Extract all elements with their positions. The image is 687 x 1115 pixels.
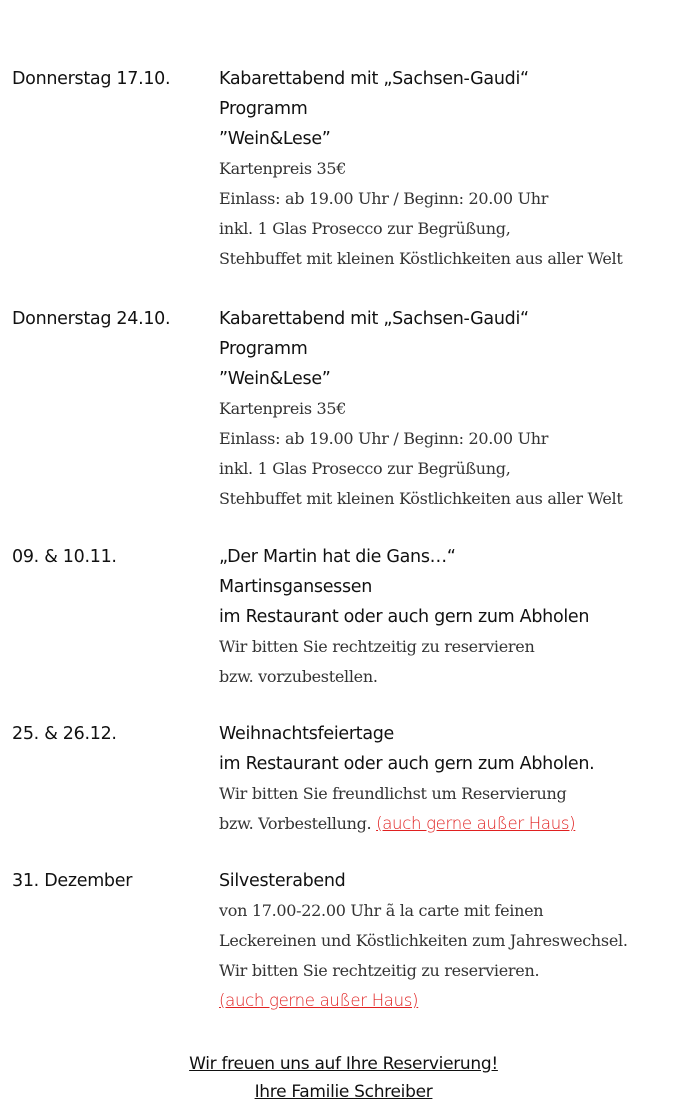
closing-message — [0, 1050, 687, 1106]
signature: Ihre Familie Schreiber — [254, 1082, 433, 1102]
event-line: von 17.00-22.00 Uhr ã la carte mit feinen — [219, 901, 544, 920]
event-date: Donnerstag 17.10. — [12, 69, 171, 89]
event-date: Donnerstag 24.10. — [12, 309, 171, 329]
event-description — [219, 304, 679, 514]
event-price: Kartenpreis 35€ — [219, 159, 347, 178]
event-line — [219, 809, 679, 839]
event-line: ”Wein&Lese” — [219, 129, 331, 149]
event-line: Programm — [219, 99, 308, 119]
event-line: Leckereinen und Köstlichkeiten zum Jahreswechsel. — [219, 931, 628, 950]
event-line: im Restaurant oder auch gern zum Abholen — [219, 607, 590, 627]
event-title: Weihnachtsfeiertage — [219, 724, 395, 744]
event-line-text: bzw. Vorbestellung. — [219, 814, 377, 833]
event-line: Wir bitten Sie rechtzeitig zu reservieren. — [219, 961, 540, 980]
event-date: 31. Dezember — [12, 871, 133, 891]
event-line: inkl. 1 Glas Prosecco zur Begrüßung, — [219, 219, 511, 238]
event-description — [219, 542, 679, 692]
event-times: Einlass: ab 19.00 Uhr / Beginn: 20.00 Uhr — [219, 429, 549, 448]
event-line — [219, 986, 679, 1016]
event-line: inkl. 1 Glas Prosecco zur Begrüßung, — [219, 459, 511, 478]
event-date: 25. & 26.12. — [12, 724, 117, 744]
event-description — [219, 719, 679, 839]
event-date: 09. & 10.11. — [12, 547, 117, 567]
event-price: Kartenpreis 35€ — [219, 399, 347, 418]
event-line: bzw. vorzubestellen. — [219, 667, 378, 686]
event-line: Stehbuffet mit kleinen Köstlichkeiten aus aller Welt — [219, 489, 623, 508]
event-description — [219, 64, 679, 274]
event-description — [219, 866, 679, 1016]
takeaway-link[interactable]: (auch gerne außer Haus) — [376, 814, 576, 833]
event-line: Wir bitten Sie rechtzeitig zu reservieren — [219, 637, 535, 656]
event-times: Einlass: ab 19.00 Uhr / Beginn: 20.00 Uhr — [219, 189, 549, 208]
event-line: Martinsgansessen — [219, 577, 373, 597]
takeaway-link[interactable]: (auch gerne außer Haus) — [219, 991, 419, 1010]
event-line: ”Wein&Lese” — [219, 369, 331, 389]
event-title: Kabarettabend mit „Sachsen-Gaudi“ — [219, 69, 529, 89]
event-line: Stehbuffet mit kleinen Köstlichkeiten aus aller Welt — [219, 249, 623, 268]
event-title: Kabarettabend mit „Sachsen-Gaudi“ — [219, 309, 529, 329]
event-title: „Der Martin hat die Gans…“ — [219, 547, 456, 567]
event-title: Silvesterabend — [219, 871, 346, 891]
event-line: im Restaurant oder auch gern zum Abholen. — [219, 754, 595, 774]
event-line: Programm — [219, 339, 308, 359]
event-line: Wir bitten Sie freundlichst um Reservierung — [219, 784, 567, 803]
reservation-note: Wir freuen uns auf Ihre Reservierung! — [189, 1054, 498, 1074]
